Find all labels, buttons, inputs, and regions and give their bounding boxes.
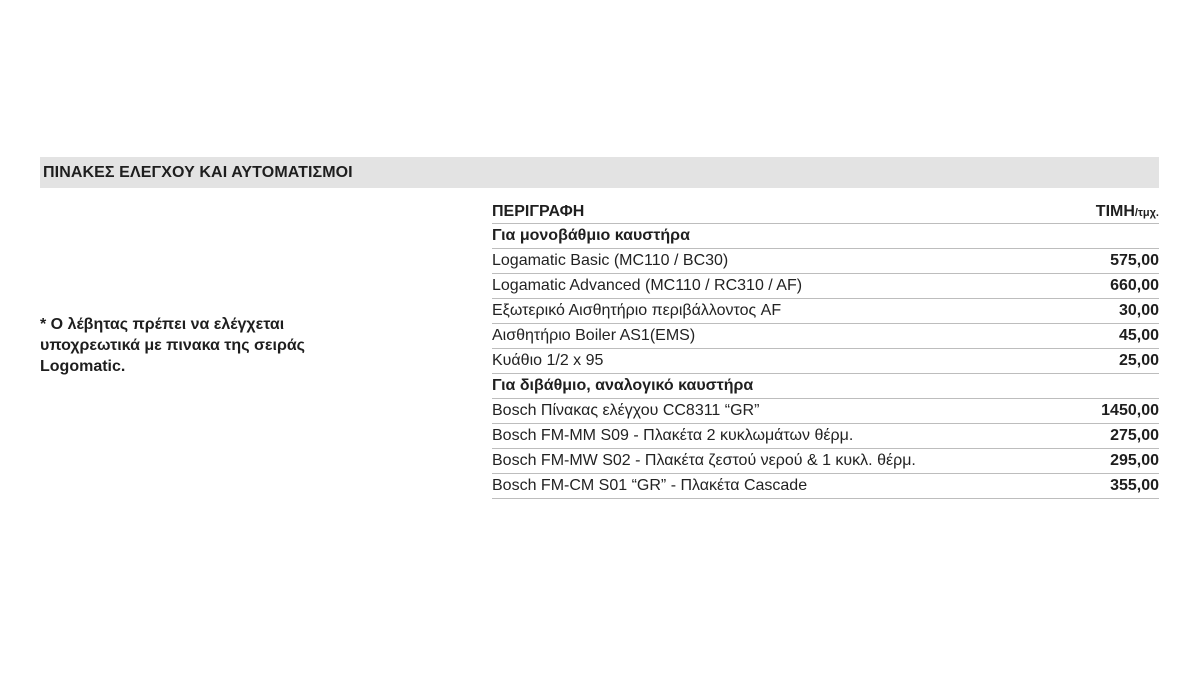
table-row [492, 424, 1159, 449]
header-price [1096, 203, 1159, 223]
row-description: Bosch FM-MW S02 - Πλακέτα ζεστού νερού & 1 κυκλ. θέρμ. [492, 452, 916, 469]
header-price-label: ΤΙΜΗ [1095, 203, 1135, 220]
table-row [492, 399, 1159, 424]
group-title-two-stage: Για διβάθμιο, αναλογικό καυστήρα [492, 374, 1159, 399]
row-description: Bosch FM-MM S09 - Πλακέτα 2 κυκλωμάτων θέρμ. [492, 427, 854, 444]
table-row [492, 324, 1159, 349]
row-price: 45,00 [1118, 327, 1159, 344]
table-row [492, 299, 1159, 324]
group-title-single-stage: Για μονοβάθμιο καυστήρα [492, 224, 1159, 249]
table-row [492, 449, 1159, 474]
row-description: Αισθητήριο Boiler AS1(EMS) [492, 327, 696, 344]
row-description: Logamatic Advanced (MC110 / RC310 / AF) [492, 277, 803, 294]
boiler-note: * Ο λέβητας πρέπει να ελέγχεται υποχρεωτικά με πινακα της σειράς Logomatic. [40, 316, 305, 375]
row-price: 295,00 [1110, 452, 1159, 469]
header-description: ΠΕΡΙΓΡΑΦΗ [492, 203, 585, 220]
section-header [40, 157, 1159, 188]
row-description: Κυάθιο 1/2 x 95 [492, 352, 604, 369]
table-row [492, 349, 1159, 374]
row-description: Bosch Πίνακας ελέγχου CC8311 “GR” [492, 402, 760, 419]
row-description: Logamatic Basic (MC110 / BC30) [492, 252, 729, 269]
row-description: Bosch FM-CM S01 “GR” - Πλακέτα Cascade [492, 477, 808, 494]
row-price: 275,00 [1110, 427, 1159, 444]
row-price: 25,00 [1118, 352, 1159, 369]
table-row [492, 249, 1159, 274]
row-price: 575,00 [1110, 252, 1159, 269]
table-header [492, 198, 1159, 224]
price-table [492, 198, 1159, 499]
row-description: Εξωτερικό Αισθητήριο περιβάλλοντος AF [492, 302, 782, 319]
table-row [492, 474, 1159, 499]
row-price: 1450,00 [1101, 402, 1159, 419]
row-price: 355,00 [1110, 477, 1159, 494]
row-price: 30,00 [1118, 302, 1159, 319]
table-row [492, 274, 1159, 299]
row-price: 660,00 [1110, 277, 1159, 294]
section-title: ΠΙΝΑΚΕΣ ΕΛΕΓΧΟΥ ΚΑΙ ΑΥΤΟΜΑΤΙΣΜΟΙ [43, 163, 353, 181]
header-price-unit: /τμχ. [1134, 207, 1159, 219]
